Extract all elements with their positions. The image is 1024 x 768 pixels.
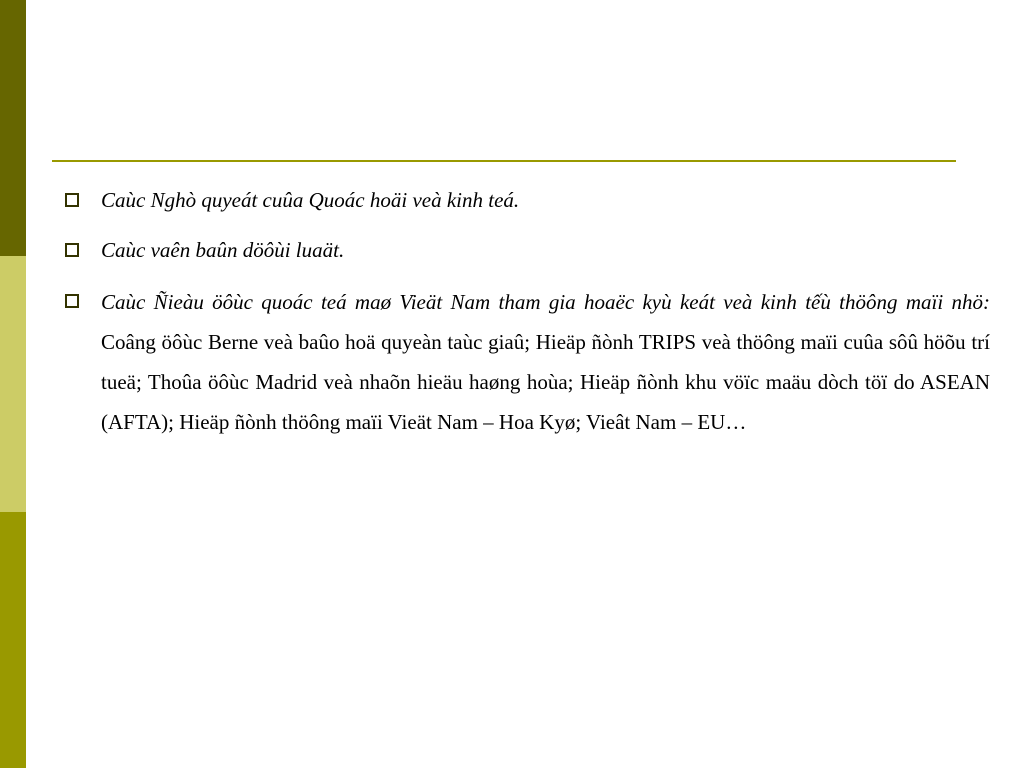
side-band-middle [0, 256, 26, 512]
bullet-list [62, 182, 990, 454]
bullet-plain-text: Coâng öôùc Berne veà baûo hoä quyeàn taùc giaû; Hieäp ñònh TRIPS veà thöông maïi cuûa sôû höõu trí tueä; Thoûa öôùc Madrid veà nhaõn hieäu haøng hoùa; Hieäp ñònh khu vöïc maäu dòch töï do ASEAN (AFTA); Hieäp ñònh thöông maïi Vieät Nam – Hoa Kyø; Vieât Nam – EU… [101, 330, 990, 434]
bullet-text [101, 232, 990, 268]
bullet-italic-text: Caùc vaên baûn döôùi luaät. [101, 238, 345, 262]
square-bullet-icon [65, 243, 79, 257]
side-band-top [0, 0, 26, 256]
bullet-italic-text: Caùc Ñieàu öôùc quoác teá maø Vieät Nam tham gia hoaëc kyù keát veà kinh tếù thöông maïi nhö: [101, 290, 990, 314]
square-bullet-icon [65, 294, 79, 308]
bullet-item-2 [62, 232, 990, 268]
title-divider [52, 160, 956, 162]
bullet-text [101, 182, 990, 218]
square-bullet-icon [65, 193, 79, 207]
bullet-item-3 [62, 282, 990, 442]
bullet-item-1 [62, 182, 990, 218]
bullet-text [101, 282, 990, 442]
side-band-bottom [0, 512, 26, 768]
bullet-italic-text: Caùc Nghò quyeát cuûa Quoác hoäi veà kinh teá. [101, 188, 520, 212]
